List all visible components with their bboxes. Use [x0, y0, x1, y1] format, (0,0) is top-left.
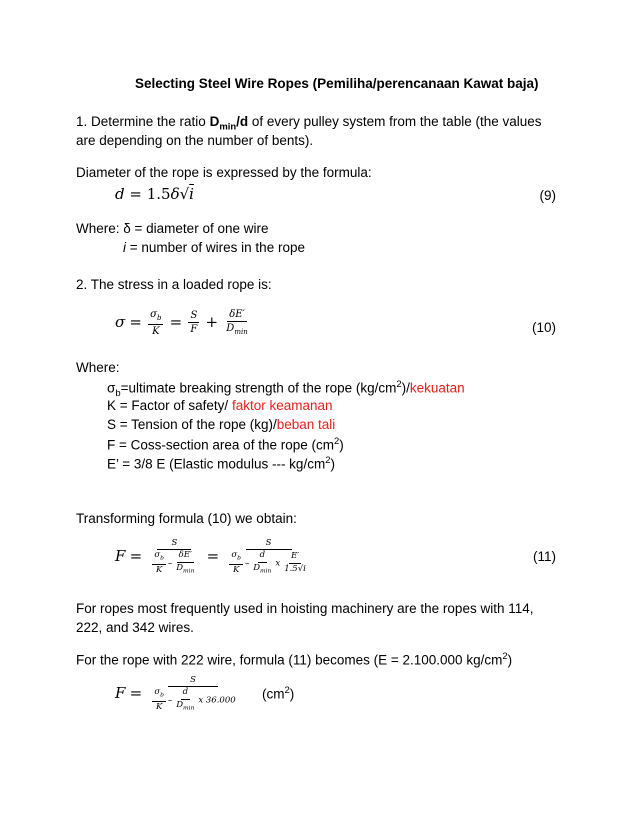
eq10-number: (10)	[531, 320, 556, 335]
eq10-sigma: σ	[115, 312, 126, 331]
final-unit: $(cm^2)$	[262, 685, 295, 702]
step1-line1	[76, 114, 542, 133]
i-def-text: = number of wires in the rope	[126, 240, 305, 255]
sigma-b-definition: $\sigma_b=ultimate$ breaking strength of the rope $(kg/cm^2)$/kekuatan	[107, 379, 465, 400]
eq10-frac1: $\frac{\sigma_b}{K}$	[150, 309, 162, 337]
eq9-radicand: i	[189, 185, 194, 203]
e-definition: E’ = 3/8 E (Elastic modulus --- $kg/cm^2$)	[107, 455, 335, 472]
eq11-frac2: S $\frac{\sigma_b}{K}$ – $\frac{d}{D_{min}}$ x $\frac{E'}{1.5√i}$	[231, 538, 306, 575]
page-title: Selecting Steel Wire Ropes (Pemiliha/perencanaan Kawat baja)	[135, 76, 539, 91]
ropes-line2: 222, and 342 wires.	[76, 620, 194, 635]
k-definition: K = Factor of safety/ faktor keamanan	[107, 398, 333, 413]
dmin-subscript: min	[219, 121, 237, 133]
eq-final-frac: S $\frac{\sigma_b}{K}$ – $\frac{d}{D_{min}}$ x 36.000	[154, 675, 236, 712]
i-symbol: i	[123, 240, 126, 255]
step1-line2: are depending on the number of bents).	[76, 133, 314, 148]
step1-text-d: of every pulley system from the table (the values	[248, 114, 542, 129]
eq11-number: (11)	[532, 549, 556, 564]
s-definition: S = Tension of the rope (kg)/beban tali	[107, 417, 336, 432]
eq10-frac3: $\frac{\delta E'}{D_{min}}$	[226, 309, 248, 336]
equation-10: σ = $\frac{\sigma_b}{K}$ = $\frac{S}{F}$ + $\frac{\delta E'}{D_{min}}$	[115, 309, 248, 337]
diameter-intro: Diameter of the rope is expressed by the formula:	[76, 165, 372, 180]
eq9-lhs: d	[115, 185, 125, 203]
where1-line	[76, 221, 268, 236]
ropes-line1: For ropes most frequently used in hoisting machinery are the ropes with 114,	[76, 601, 534, 616]
d-symbol: /d	[236, 114, 249, 129]
transform-line: Transforming formula (10) we obtain:	[76, 511, 297, 526]
where1-label: Where:	[76, 221, 124, 236]
eq9-equals: = 1.5	[124, 185, 171, 203]
i-definition	[123, 240, 305, 255]
rope222-line: For the rope with 222 wire, formula (11) becomes (E = 2.100.000 $kg/cm^2$)	[76, 651, 513, 668]
eq10-frac2: $\frac{S}{F}$	[190, 310, 198, 336]
eq9-delta: δ	[170, 185, 180, 203]
eq11-frac1: S $\frac{\sigma_b}{K}$ – $\frac{\delta E'}{D_{min}}$	[154, 538, 195, 575]
eq9-number: (9)	[539, 188, 556, 203]
equation-final: F = S $\frac{\sigma_b}{K}$ – $\frac{d}{D_{min}}$ x 36.000	[115, 675, 236, 712]
f-definition: F = Coss-section area of the rope $(cm^2)$	[107, 436, 344, 453]
equation-11: F = S $\frac{\sigma_b}{K}$ – $\frac{\delta E'}{D_{min}}$ = S $\frac{\sigma_b}{K}$ – $\frac{d}{D_{min}}$ x $\frac{E'}{1.5√i}$	[115, 539, 314, 575]
where2-label: Where:	[76, 360, 120, 375]
dmin-symbol: D	[209, 114, 220, 129]
sigma-b-translation: kekuatan	[409, 380, 465, 396]
step1-text-a: 1. Determine the ratio	[76, 114, 210, 129]
equation-9	[115, 185, 194, 203]
eq9-root: √	[179, 185, 190, 203]
s-translation: beban tali	[276, 417, 336, 432]
k-translation: faktor keamanan	[231, 398, 333, 413]
delta-definition: δ = diameter of one wire	[123, 221, 269, 236]
step2-line: 2. The stress in a loaded rope is:	[76, 277, 272, 292]
